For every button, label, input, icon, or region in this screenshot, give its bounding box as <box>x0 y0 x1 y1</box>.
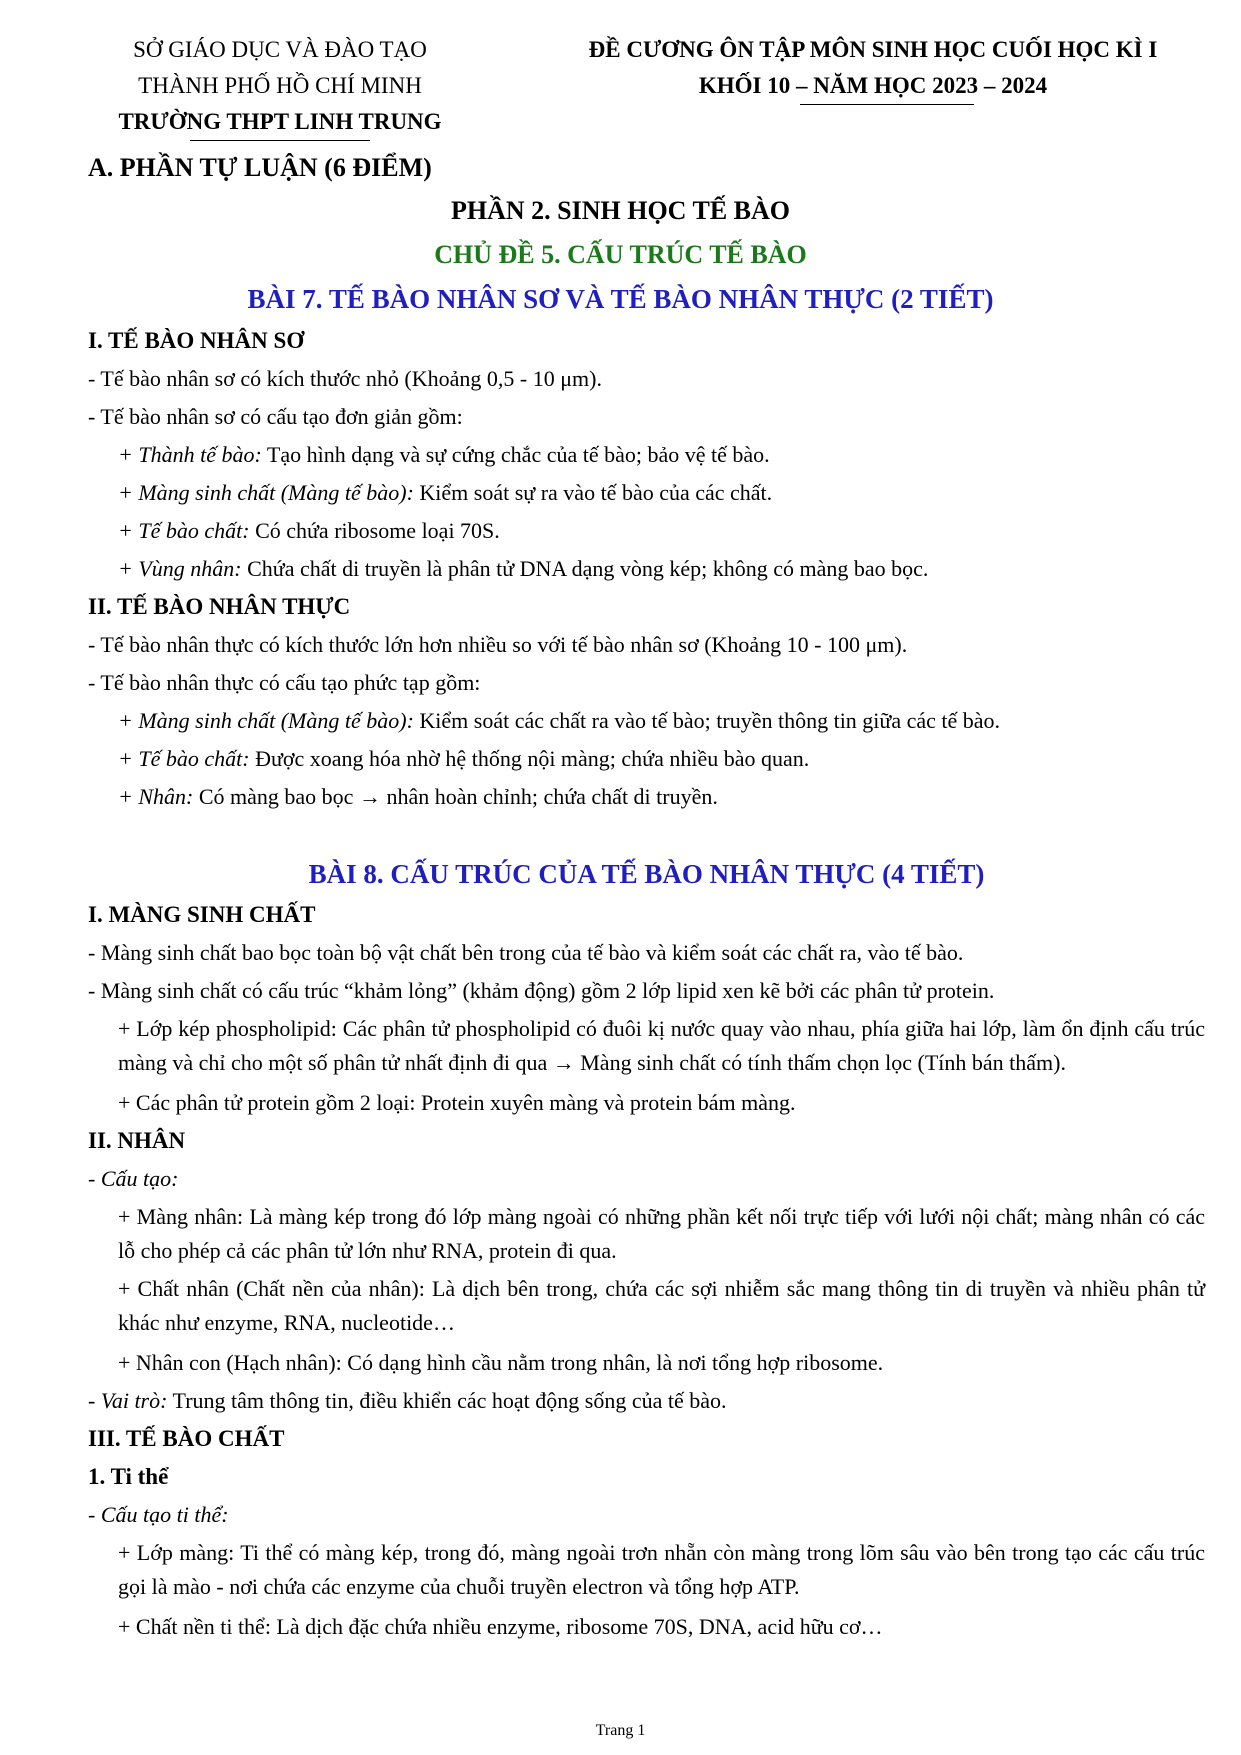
paragraph: - Tế bào nhân sơ có kích thước nhỏ (Khoảng 0,5 - 10 μm). <box>88 366 602 391</box>
bullet-term: + Nhân: <box>118 784 194 809</box>
bullet-item: + Chất nhân (Chất nền của nhân): Là dịch bên trong, chứa các sợi nhiễm sắc mang thông tin di truyền và nhiều phân tử khác như enzyme, RNA, nucleotide… <box>118 1276 1205 1335</box>
section-heading: I. MÀNG SINH CHẤT <box>88 902 316 927</box>
page-number: Trang 1 <box>595 1722 646 1739</box>
spacer <box>88 816 1205 852</box>
document-body <box>88 322 1205 1646</box>
title-underline <box>800 104 974 105</box>
header-right <box>555 32 1191 104</box>
bullet-term: + Tế bào chất: <box>118 518 250 543</box>
topic-5-heading: CHỦ ĐỀ 5. CẤU TRÚC TẾ BÀO <box>434 240 807 269</box>
school-name: TRƯỜNG THPT LINH TRUNG <box>118 109 442 134</box>
bullet-item <box>88 512 1205 550</box>
bullet-item <box>88 740 1205 778</box>
bullet-item: + Chất nền ti thể: Là dịch đặc chứa nhiều enzyme, ribosome 70S, DNA, acid hữu cơ… <box>118 1614 883 1639</box>
bullet-item: + Nhân con (Hạch nhân): Có dạng hình cầu nằm trong nhân, là nơi tổng hợp ribosome. <box>118 1350 884 1375</box>
subsection-heading: 1. Ti thể <box>88 1464 169 1489</box>
paragraph <box>88 1496 1205 1534</box>
section-heading: II. NHÂN <box>88 1128 186 1153</box>
bullet-item <box>88 778 1205 816</box>
section-heading: II. TẾ BÀO NHÂN THỰC <box>88 594 351 619</box>
label-cau-tao-ti-the: - Cấu tạo ti thể: <box>88 1502 229 1527</box>
city-name: THÀNH PHỐ HỒ CHÍ MINH <box>138 73 422 98</box>
bullet-text: Kiểm soát sự ra vào tế bào của các chất. <box>413 480 773 505</box>
department-name: SỞ GIÁO DỤC VÀ ĐÀO TẠO <box>133 37 427 62</box>
part-a-heading: A. PHẦN TỰ LUẬN (6 ĐIỂM) <box>88 153 432 182</box>
bullet-item: + Các phân tử protein gồm 2 loại: Protein xuyên màng và protein bám màng. <box>118 1090 796 1115</box>
paragraph: - Màng sinh chất có cấu trúc “khảm lỏng” (khảm động) gồm 2 lớp lipid xen kẽ bởi các phân tử protein. <box>88 978 995 1003</box>
section-heading: I. TẾ BÀO NHÂN SƠ <box>88 328 305 353</box>
document-subtitle: KHỐI 10 – NĂM HỌC 2023 – 2024 <box>698 73 1048 98</box>
document-title: ĐỀ CƯƠNG ÔN TẬP MÔN SINH HỌC CUỐI HỌC KÌ I <box>588 37 1158 62</box>
bullet-item: + Lớp màng: Ti thể có màng kép, trong đó, màng ngoài trơn nhẵn còn màng trong lõm sâu vào bên trong tạo các cấu trúc gọi là mào - nơi chứa các enzyme của chuỗi truyền electron và tổng hợp ATP. <box>118 1540 1205 1599</box>
paragraph: - Màng sinh chất bao bọc toàn bộ vật chất bên trong của tế bào và kiểm soát các chất ra, vào tế bào. <box>88 940 964 965</box>
bullet-item: + Màng nhân: Là màng kép trong đó lớp màng ngoài có những phần kết nối trực tiếp với lưới nội chất; màng nhân có các lỗ cho phép cả các phân tử lớn như RNA, protein đi qua. <box>118 1204 1205 1263</box>
paragraph <box>88 1382 1205 1420</box>
part-2-heading: PHẦN 2. SINH HỌC TẾ BÀO <box>450 196 790 225</box>
bullet-term: + Thành tế bào: <box>118 442 262 467</box>
bullet-item <box>88 474 1205 512</box>
bullet-item: + Lớp kép phospholipid: Các phân tử phospholipid có đuôi kị nước quay vào nhau, phía giữa hai lớp, làm ổn định cấu trúc màng và chỉ cho một số phân tử nhất định đi qua → Màng sinh chất có tính thấm chọn lọc (Tính bán thấm). <box>118 1016 1205 1075</box>
paragraph: - Tế bào nhân thực có kích thước lớn hơn nhiều so với tế bào nhân sơ (Khoảng 10 - 100 μm). <box>88 632 908 657</box>
bullet-item <box>88 702 1205 740</box>
label-vai-tro: - Vai trò: <box>88 1388 168 1413</box>
bullet-term: + Màng sinh chất (Màng tế bào): <box>118 708 414 733</box>
bullet-text: Kiểm soát các chất ra vào tế bào; truyền thông tin giữa các tế bào. <box>413 708 1001 733</box>
bullet-term: + Vùng nhân: <box>118 556 242 581</box>
label-cau-tao: - Cấu tạo: <box>88 1166 179 1191</box>
bullet-text: Chứa chất di truyền là phân tử DNA dạng vòng kép; không có màng bao bọc. <box>241 556 929 581</box>
header-left <box>100 32 460 140</box>
school-underline <box>190 140 370 141</box>
paragraph: - Tế bào nhân sơ có cấu tạo đơn giản gồm: <box>88 404 463 429</box>
bullet-item <box>88 436 1205 474</box>
bullet-text: Được xoang hóa nhờ hệ thống nội màng; chứa nhiều bào quan. <box>249 746 810 771</box>
lesson-7-title: BÀI 7. TẾ BÀO NHÂN SƠ VÀ TẾ BÀO NHÂN THỰC (2 TIẾT) <box>247 284 994 314</box>
bullet-text: Có màng bao bọc → nhân hoàn chỉnh; chứa chất di truyền. <box>193 784 718 809</box>
bullet-term: + Màng sinh chất (Màng tế bào): <box>118 480 414 505</box>
paragraph <box>88 1160 1205 1198</box>
bullet-text: Có chứa ribosome loại 70S. <box>249 518 500 543</box>
paragraph-text: Trung tâm thông tin, điều khiển các hoạt động sống của tế bào. <box>167 1388 727 1413</box>
bullet-item <box>88 550 1205 588</box>
paragraph: - Tế bào nhân thực có cấu tạo phức tạp gồm: <box>88 670 481 695</box>
lesson-8-title: BÀI 8. CẤU TRÚC CỦA TẾ BÀO NHÂN THỰC (4 TIẾT) <box>308 859 985 889</box>
bullet-text: Tạo hình dạng và sự cứng chắc của tế bào; bảo vệ tế bào. <box>261 442 770 467</box>
section-heading: III. TẾ BÀO CHẤT <box>88 1426 285 1451</box>
bullet-term: + Tế bào chất: <box>118 746 250 771</box>
